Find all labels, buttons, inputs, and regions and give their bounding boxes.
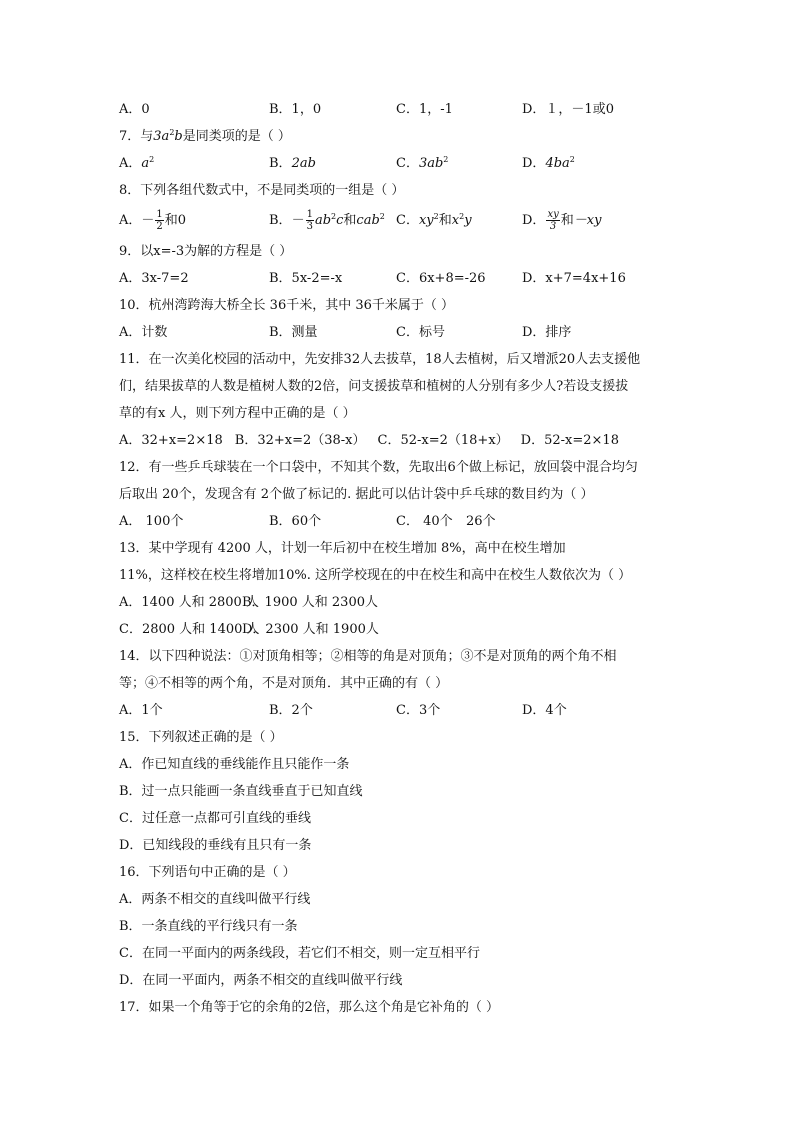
q12-option-d: 26个 (466, 514, 496, 529)
q11-option-c: C．52-x=2（18+x） (377, 433, 509, 448)
q16-option-c: C．在同一平面内的两条线段，若它们不相交，则一定互相平行 (119, 946, 480, 961)
q10-options (119, 319, 679, 346)
q8-d-fraction: $\frac{xy}{3}$ (547, 209, 559, 232)
q8-option-d: D． $\frac{xy}{3}$ 和－xy (522, 209, 602, 232)
q9-stem: 9．以x=-3为解的方程是（ ） (119, 244, 293, 259)
q13-option-d: D．2300 人和 1900人 (242, 622, 379, 637)
q16-option-d: D．在同一平面内，两条不相交的直线叫做平行线 (119, 973, 403, 988)
q15-option-d: D．已知线段的垂线有且只有一条 (119, 838, 312, 853)
q15-option-c: C．过任意一点都可引直线的垂线 (119, 811, 311, 826)
q6-option-c: C．1，-1 (396, 102, 453, 117)
q13-options-row-1 (119, 589, 679, 616)
q10-option-b: B．测量 (269, 325, 318, 340)
q14-stem-line-1: 14．以下四种说法：①对顶角相等；②相等的角是对顶角；③不是对顶角的两个角不相 (119, 649, 617, 664)
q16-stem: 16．下列语句中正确的是（ ） (119, 865, 296, 880)
q8-option-b: B．－ $\frac{1}{3}$ $ab^2c$和cab$^2$ (269, 209, 385, 232)
q10-option-d: D．排序 (522, 325, 572, 340)
q14-option-c: C．3个 (396, 703, 441, 718)
q13-option-a: A．1400 人和 2800 人 (119, 595, 259, 610)
q7-stem: 7．与$3a^2b$是同类项的是（ ） (119, 128, 291, 144)
q12-stem-line-2: 后取出 20个，发现含有 2个做了标记的. 据此可以估计袋中乒乓球的数目约为（ ） (119, 487, 594, 502)
q9-options (119, 265, 679, 292)
q16-option-b: B．一条直线的平行线只有一条 (119, 919, 298, 934)
q11-option-b: B．32+x=2（38-x） (234, 433, 366, 448)
q13-options-row-2 (119, 616, 679, 643)
q14-options (119, 697, 679, 724)
q13-option-b: B．1900 人和 2300人 (242, 595, 378, 610)
q8-b-fraction: $\frac{1}{3}$ (306, 209, 313, 232)
q11-stem-line-3: 草的有x 人，则下列方程中正确的是（ ） (119, 406, 356, 421)
q17-stem: 17．如果一个角等于它的余角的2倍，那么这个角是它补角的（ ） (119, 1000, 499, 1015)
q11-option-a: A．32+x=2×18 (119, 433, 223, 448)
q8-option-a: A．－ $\frac{1}{2}$ 和0 (119, 209, 187, 232)
q12-stem-line-1: 12．有一些乒乓球装在一个口袋中，不知其个数，先取出6个做上标记，放回袋中混合均匀 (119, 460, 638, 475)
q12-option-b: B．60个 (269, 514, 322, 529)
q7-options (119, 150, 679, 177)
q12-options (119, 508, 679, 535)
q9-option-d: D．x+7=4x+16 (522, 271, 626, 286)
q14-stem-line-2: 等；④不相等的两个角，不是对顶角．其中正确的有（ ） (119, 676, 449, 691)
q12-option-c: C． 40个 (396, 514, 453, 529)
q8-options (119, 204, 679, 238)
q15-stem: 15．下列叙述正确的是（ ） (119, 730, 283, 745)
q9-option-c: C．6x+8=-26 (396, 271, 486, 286)
q11-options (119, 427, 679, 454)
q8-stem: 8．下列各组代数式中，不是同类项的一组是（ ） (119, 183, 405, 198)
q16-option-a: A．两条不相交的直线叫做平行线 (119, 892, 311, 907)
q6-option-a: A．0 (119, 102, 150, 117)
q8-a-fraction: $\frac{1}{2}$ (156, 209, 163, 232)
q13-stem-line-1: 13．某中学现有 4200 人，计划一年后初中在校生增加 8%，高中在校生增加 (119, 541, 566, 556)
q14-option-a: A．1个 (119, 703, 163, 718)
q15-option-b: B．过一点只能画一条直线垂直于已知直线 (119, 784, 363, 799)
q10-stem: 10．杭州湾跨海大桥全长 36千米，其中 36千米属于（ ） (119, 298, 455, 313)
q15-option-a: A．作已知直线的垂线能作且只能作一条 (119, 757, 350, 772)
q7-option-a: A．$a^2$ (119, 155, 155, 171)
q13-stem-line-2: 11%，这样校在校生将增加10%. 这所学校现在的中在校生和高中在校生人数依次为（ ） (119, 568, 632, 583)
q6-options (119, 96, 679, 123)
q7-option-c: C．$3ab^2$ (396, 155, 449, 171)
q10-option-a: A．计数 (119, 325, 168, 340)
q7-option-b: B．2ab (269, 156, 316, 171)
q13-option-c: C．2800 人和 1400 人 (119, 622, 260, 637)
q10-option-c: C．标号 (396, 325, 445, 340)
q12-option-a: A． 100个 (119, 514, 184, 529)
q8-option-c: C．$xy^2$和$x^2y$ (396, 212, 472, 228)
q9-option-a: A．3x-7=2 (119, 271, 189, 286)
q14-option-d: D．4个 (522, 703, 567, 718)
q9-option-b: B．5x-2=-x (269, 271, 343, 286)
question-list (119, 96, 679, 1021)
q11-option-d: D．52-x=2×18 (520, 433, 619, 448)
q7-option-d: D．$4ba^2$ (522, 155, 575, 171)
q6-option-b: B．1，0 (269, 102, 322, 117)
q11-stem-line-1: 11．在一次美化校园的活动中，先安排32人去拔草，18人去植树，后又增派20人去支援他 (119, 352, 641, 367)
q11-stem-line-2: 们，结果拔草的人数是植树人数的2倍，问支援拔草和植树的人分别有多少人?若设支援拔 (119, 379, 629, 394)
q14-option-b: B．2个 (269, 703, 313, 718)
q6-option-d: D．１，－1或0 (522, 102, 614, 117)
